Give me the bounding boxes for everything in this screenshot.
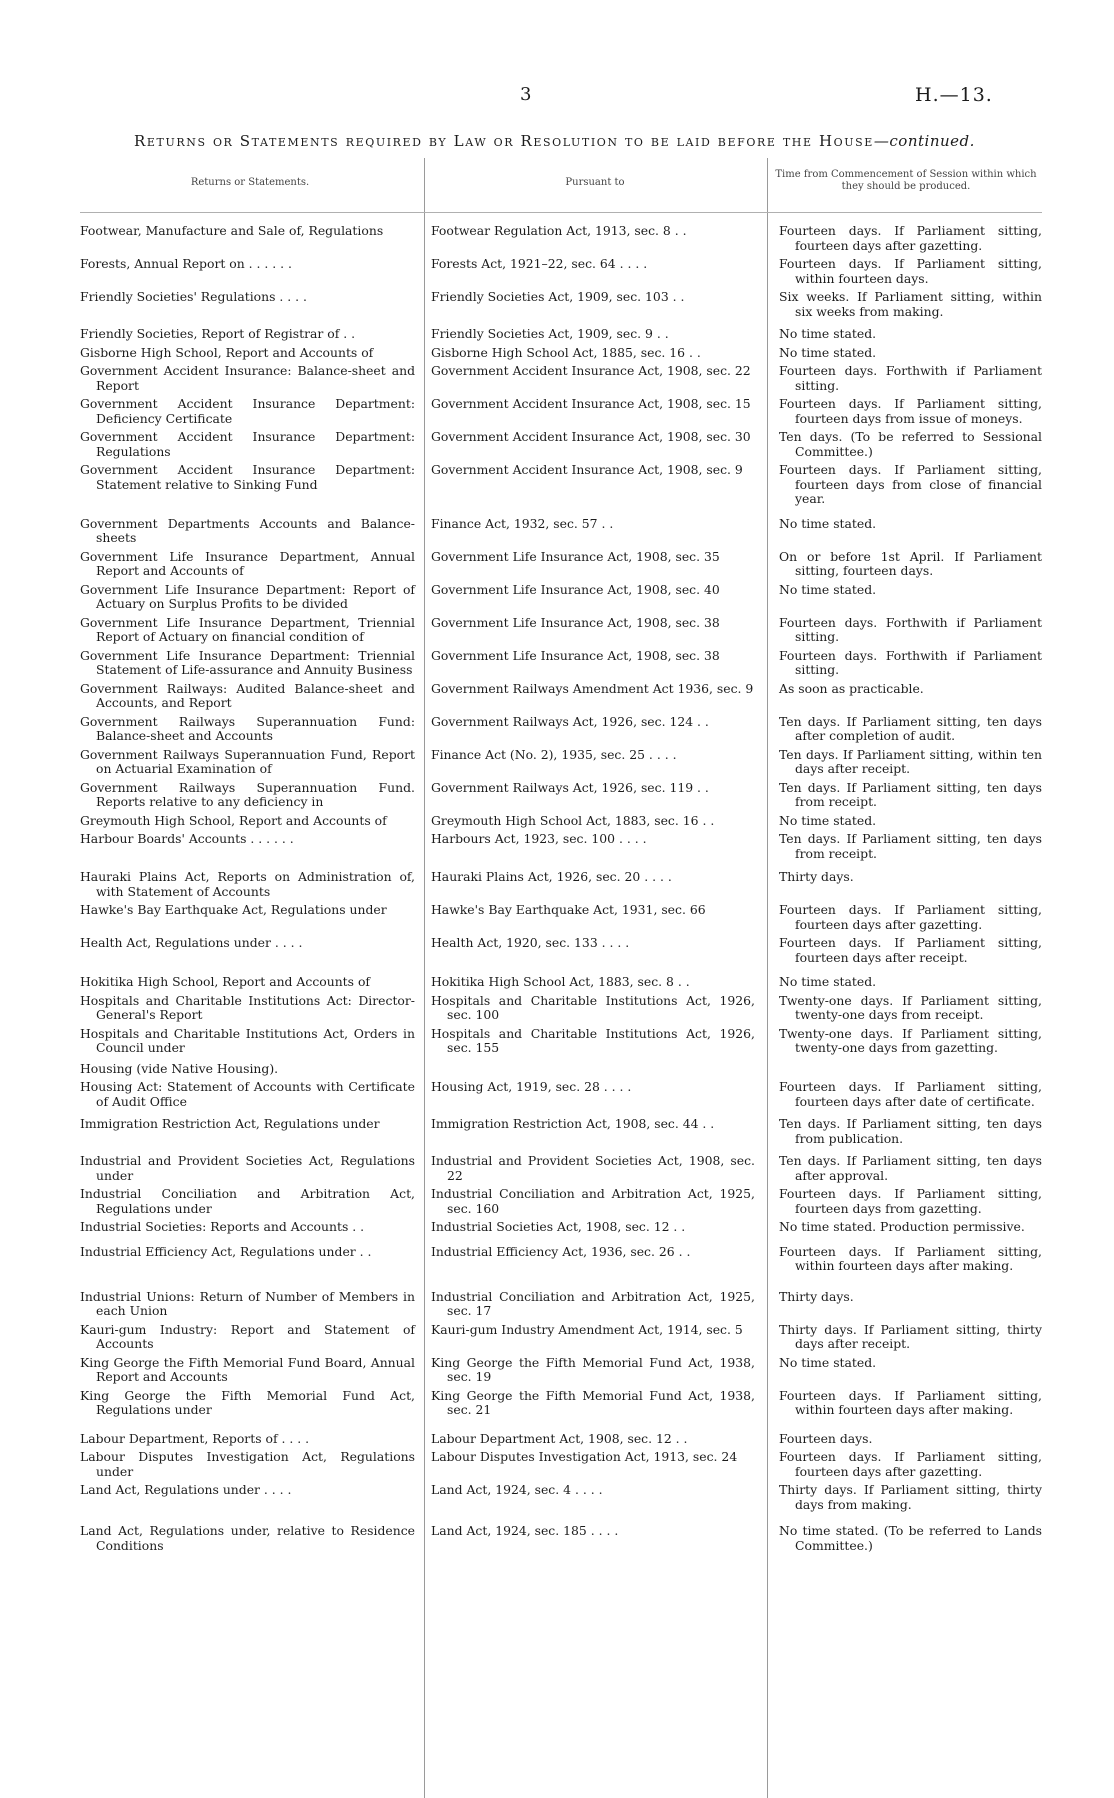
return-cell: King George the Fifth Memorial Fund Act, Regulations under: [80, 1387, 415, 1417]
statute-cell: Friendly Societies Act, 1909, sec. 9 . .: [431, 326, 669, 341]
time-cell: No time stated.: [779, 344, 877, 360]
table-row: [80, 327, 1042, 342]
return-cell: Government Railways: Audited Balance-sheet and Accounts, and Report: [80, 680, 415, 710]
table-row: [80, 1080, 1042, 1109]
table-row: [80, 936, 1042, 965]
statute-cell: Labour Disputes Investigation Act, 1913, sec. 24: [431, 1449, 738, 1464]
statute-cell: Forests Act, 1921–22, sec. 64 . . . .: [431, 256, 648, 271]
statute-cell: Government Life Insurance Act, 1908, sec. 40: [431, 581, 720, 597]
statute-cell: Hospitals and Charitable Institutions Act, 1926, sec. 155: [431, 1025, 755, 1055]
table-row: [80, 994, 1042, 1023]
table-row: [80, 682, 1042, 711]
statute-cell: King George the Fifth Memorial Fund Act, 1938, sec. 19: [431, 1354, 755, 1384]
table-row: [80, 364, 1042, 393]
paper-code: H.—13.: [915, 84, 993, 106]
table-row: [80, 1432, 1042, 1447]
statute-cell: Government Life Insurance Act, 1908, sec. 35: [431, 548, 720, 564]
time-cell: Fourteen days. Forthwith if Parliament sitting.: [779, 363, 1042, 393]
running-title: Returns or Statements required by Law or Resolution to be laid before the House: [134, 132, 874, 150]
statute-cell: Greymouth High School Act, 1883, sec. 16 . .: [431, 812, 715, 828]
return-cell: Government Life Insurance Department: Report of Actuary on Surplus Profits to be divided: [80, 581, 415, 611]
table-row: [80, 1389, 1042, 1418]
return-cell: Government Accident Insurance Department: Deficiency Certificate: [80, 396, 415, 426]
time-cell: No time stated. (To be referred to Lands Committee.): [779, 1523, 1042, 1553]
statute-cell: Finance Act (No. 2), 1935, sec. 25 . . . .: [431, 746, 677, 762]
return-cell: Industrial Societies: Reports and Accounts . .: [80, 1219, 365, 1234]
statute-cell: Hauraki Plains Act, 1926, sec. 20 . . . .: [431, 869, 672, 884]
column-header-pursuant: Pursuant to: [565, 177, 625, 188]
return-cell: Government Railways Superannuation Fund, Report on Actuarial Examination of: [80, 746, 415, 776]
table-row: [80, 715, 1042, 744]
return-cell: Industrial and Provident Societies Act, Regulations under: [80, 1153, 415, 1183]
return-cell: Government Accident Insurance Department: Statement relative to Sinking Fund: [80, 462, 415, 492]
return-cell: Friendly Societies' Regulations . . . .: [80, 289, 307, 304]
return-cell: Hauraki Plains Act, Reports on Administration of, with Statement of Accounts: [80, 869, 415, 899]
time-cell: No time stated.: [779, 581, 877, 597]
statute-cell: Government Life Insurance Act, 1908, sec. 38: [431, 614, 720, 630]
table-row: [80, 290, 1042, 319]
table-row: [80, 975, 1042, 990]
statute-cell: Government Railways Act, 1926, sec. 119 . .: [431, 779, 709, 795]
time-cell: Ten days. If Parliament sitting, ten days from receipt.: [779, 779, 1042, 809]
time-cell: Fourteen days. Forthwith if Parliament sitting.: [779, 647, 1042, 677]
table-row: [80, 781, 1042, 810]
column-header-time: Time from Commencement of Session within which they should be produced.: [775, 169, 1037, 192]
return-cell: Gisborne High School, Report and Accounts of: [80, 344, 374, 360]
return-cell: Land Act, Regulations under . . . .: [80, 1482, 292, 1497]
return-cell: King George the Fifth Memorial Fund Board, Annual Report and Accounts: [80, 1354, 415, 1384]
statute-cell: Government Railways Amendment Act 1936, sec. 9: [431, 680, 754, 696]
table-row: [80, 616, 1042, 645]
returns-table: [80, 224, 1042, 1553]
statute-cell: [423, 1062, 765, 1077]
time-cell: No time stated.: [779, 326, 877, 341]
statute-cell: Industrial Conciliation and Arbitration Act, 1925, sec. 17: [431, 1288, 755, 1318]
table-row: [80, 1290, 1042, 1319]
return-cell: Immigration Restriction Act, Regulations under: [80, 1116, 380, 1131]
statute-cell: Health Act, 1920, sec. 133 . . . .: [431, 935, 630, 950]
table-row: [80, 1483, 1042, 1512]
return-cell: Government Life Insurance Department, Annual Report and Accounts of: [80, 548, 415, 578]
statute-cell: Land Act, 1924, sec. 185 . . . .: [431, 1523, 619, 1538]
statute-cell: Housing Act, 1919, sec. 28 . . . .: [431, 1079, 632, 1094]
time-cell: Six weeks. If Parliament sitting, within six weeks from making.: [779, 289, 1042, 319]
time-cell: Fourteen days. If Parliament sitting, fourteen days from close of financial year.: [779, 462, 1042, 506]
header-rule: [80, 212, 1042, 213]
time-cell: Ten days. If Parliament sitting, ten days from publication.: [779, 1116, 1042, 1146]
time-cell: Fourteen days. If Parliament sitting, fourteen days after gazetting.: [779, 902, 1042, 932]
return-cell: Greymouth High School, Report and Accounts of: [80, 812, 387, 828]
table-row: [80, 1187, 1042, 1216]
time-cell: Fourteen days. Forthwith if Parliament sitting.: [779, 614, 1042, 644]
return-cell: Forests, Annual Report on . . . . . .: [80, 256, 292, 271]
return-cell: Hospitals and Charitable Institutions Act, Orders in Council under: [80, 1025, 415, 1055]
time-cell: Ten days. If Parliament sitting, ten days after approval.: [779, 1153, 1042, 1183]
statute-cell: Kauri-gum Industry Amendment Act, 1914, sec. 5: [431, 1321, 743, 1337]
time-cell: Fourteen days. If Parliament sitting, fourteen days after receipt.: [779, 935, 1042, 965]
return-cell: Housing Act: Statement of Accounts with Certificate of Audit Office: [80, 1079, 415, 1109]
table-row: [80, 550, 1042, 579]
table-row: [80, 224, 1042, 253]
table-row: [80, 257, 1042, 286]
time-cell: Ten days. If Parliament sitting, ten days from receipt.: [779, 831, 1042, 861]
time-cell: Fourteen days. If Parliament sitting, fourteen days from issue of moneys.: [779, 396, 1042, 426]
statute-cell: Hawke's Bay Earthquake Act, 1931, sec. 66: [431, 902, 706, 917]
statute-cell: Footwear Regulation Act, 1913, sec. 8 . .: [431, 223, 687, 238]
time-cell: Fourteen days. If Parliament sitting, fourteen days after gazetting.: [779, 1449, 1042, 1479]
statute-cell: Finance Act, 1932, sec. 57 . .: [431, 515, 614, 531]
time-cell: Fourteen days.: [779, 1430, 873, 1446]
return-cell: Labour Disputes Investigation Act, Regulations under: [80, 1449, 415, 1479]
return-cell: Government Departments Accounts and Balance-sheets: [80, 515, 415, 545]
time-cell: Fourteen days. If Parliament sitting, within fourteen days after making.: [779, 1243, 1042, 1273]
return-cell: Government Life Insurance Department, Triennial Report of Actuary on financial condition of: [80, 614, 415, 644]
time-cell: No time stated.: [779, 974, 877, 989]
time-cell: Fourteen days. If Parliament sitting, fourteen days from gazetting.: [779, 1186, 1042, 1216]
table-row: [80, 1220, 1042, 1235]
time-cell: Thirty days. If Parliament sitting, thirty days from making.: [779, 1482, 1042, 1512]
return-cell: Kauri-gum Industry: Report and Statement of Accounts: [80, 1321, 415, 1351]
table-row: [80, 1062, 1042, 1077]
return-cell: Friendly Societies, Report of Registrar of . .: [80, 326, 356, 341]
return-cell: Industrial Unions: Return of Number of Members in each Union: [80, 1288, 415, 1318]
table-row: [80, 1524, 1042, 1553]
statute-cell: Industrial Conciliation and Arbitration Act, 1925, sec. 160: [431, 1186, 755, 1216]
statute-cell: Government Railways Act, 1926, sec. 124 . .: [431, 713, 709, 729]
time-cell: On or before 1st April. If Parliament sitting, fourteen days.: [779, 548, 1042, 578]
table-row: [80, 397, 1042, 426]
continued-label: —continued.: [873, 132, 975, 150]
time-cell: Ten days. (To be referred to Sessional Committee.): [779, 429, 1042, 459]
table-row: [80, 649, 1042, 678]
time-cell: Ten days. If Parliament sitting, ten days after completion of audit.: [779, 713, 1042, 743]
table-row: [80, 832, 1042, 861]
time-cell: Ten days. If Parliament sitting, within ten days after receipt.: [779, 746, 1042, 776]
statute-cell: Land Act, 1924, sec. 4 . . . .: [431, 1482, 603, 1497]
statute-cell: Government Accident Insurance Act, 1908, sec. 9: [431, 462, 743, 477]
return-cell: Government Accident Insurance Department: Regulations: [80, 429, 415, 459]
table-row: [80, 1154, 1042, 1183]
table-row: [80, 814, 1042, 829]
statute-cell: Immigration Restriction Act, 1908, sec. 44 . .: [431, 1116, 715, 1131]
return-cell: Government Railways Superannuation Fund: Balance-sheet and Accounts: [80, 713, 415, 743]
statute-cell: Government Accident Insurance Act, 1908, sec. 30: [431, 429, 751, 444]
time-cell: No time stated. Production permissive.: [779, 1219, 1025, 1234]
return-cell: Land Act, Regulations under, relative to Residence Conditions: [80, 1523, 415, 1553]
table-row: [80, 346, 1042, 361]
return-cell: Government Life Insurance Department: Triennial Statement of Life-assurance and Annuity Business: [80, 647, 415, 677]
table-row: [80, 748, 1042, 777]
statute-cell: Hokitika High School Act, 1883, sec. 8 . .: [431, 974, 690, 989]
time-cell: Fourteen days. If Parliament sitting, within fourteen days.: [779, 256, 1042, 286]
table-row: [80, 1323, 1042, 1352]
statute-cell: Industrial Societies Act, 1908, sec. 12 . .: [431, 1219, 686, 1234]
statute-cell: Harbours Act, 1923, sec. 100 . . . .: [431, 831, 647, 846]
return-cell: Hospitals and Charitable Institutions Act: Director-General's Report: [80, 992, 415, 1022]
return-cell: Industrial Conciliation and Arbitration Act, Regulations under: [80, 1186, 415, 1216]
table-row: [80, 1027, 1042, 1056]
return-cell: Health Act, Regulations under . . . .: [80, 935, 303, 950]
return-cell: Harbour Boards' Accounts . . . . . .: [80, 831, 294, 846]
return-cell: Housing (vide Native Housing).: [80, 1060, 279, 1076]
statute-cell: King George the Fifth Memorial Fund Act, 1938, sec. 21: [431, 1387, 755, 1417]
return-cell: Government Railways Superannuation Fund. Reports relative to any deficiency in: [80, 779, 415, 809]
time-cell: Fourteen days. If Parliament sitting, fourteen days after date of certificate.: [779, 1079, 1042, 1109]
return-cell: Industrial Efficiency Act, Regulations under . .: [80, 1243, 372, 1259]
statute-cell: Industrial and Provident Societies Act, 1908, sec. 22: [431, 1153, 755, 1183]
time-cell: As soon as practicable.: [779, 680, 924, 696]
time-cell: Thirty days.: [779, 1288, 854, 1304]
table-row: [80, 903, 1042, 932]
return-cell: Government Accident Insurance: Balance-sheet and Report: [80, 363, 415, 393]
time-cell: Fourteen days. If Parliament sitting, within fourteen days after making.: [779, 1387, 1042, 1417]
statute-cell: Hospitals and Charitable Institutions Act, 1926, sec. 100: [431, 992, 755, 1022]
statute-cell: Gisborne High School Act, 1885, sec. 16 . .: [431, 344, 701, 360]
running-head: [134, 132, 1034, 150]
column-headers: [80, 165, 1042, 203]
statute-cell: Industrial Efficiency Act, 1936, sec. 26 . .: [431, 1243, 691, 1259]
time-cell: Thirty days.: [779, 869, 854, 884]
statute-cell: Labour Department Act, 1908, sec. 12 . .: [431, 1430, 688, 1446]
table-row: [80, 1117, 1042, 1146]
return-cell: Labour Department, Reports of . . . .: [80, 1430, 310, 1446]
time-cell: [765, 1062, 1042, 1077]
time-cell: No time stated.: [779, 515, 877, 531]
statute-cell: Government Accident Insurance Act, 1908, sec. 15: [431, 396, 751, 411]
table-row: [80, 870, 1042, 899]
statute-cell: Friendly Societies Act, 1909, sec. 103 . .: [431, 289, 685, 304]
table-row: [80, 1450, 1042, 1479]
table-row: [80, 463, 1042, 507]
page-number: 3: [520, 84, 532, 105]
time-cell: No time stated.: [779, 1354, 877, 1370]
time-cell: Twenty-one days. If Parliament sitting, twenty-one days from receipt.: [779, 992, 1042, 1022]
return-cell: Hawke's Bay Earthquake Act, Regulations under: [80, 902, 387, 917]
table-row: [80, 1245, 1042, 1274]
return-cell: Footwear, Manufacture and Sale of, Regulations: [80, 223, 384, 238]
table-row: [80, 430, 1042, 459]
time-cell: No time stated.: [779, 812, 877, 828]
table-row: [80, 517, 1042, 546]
statute-cell: Government Life Insurance Act, 1908, sec. 38: [431, 647, 720, 663]
column-header-returns: Returns or Statements.: [190, 177, 310, 188]
time-cell: Fourteen days. If Parliament sitting, fourteen days after gazetting.: [779, 223, 1042, 253]
return-cell: Hokitika High School, Report and Accounts of: [80, 974, 371, 989]
time-cell: Twenty-one days. If Parliament sitting, twenty-one days from gazetting.: [779, 1025, 1042, 1055]
statute-cell: Government Accident Insurance Act, 1908, sec. 22: [431, 363, 751, 378]
table-row: [80, 583, 1042, 612]
time-cell: Thirty days. If Parliament sitting, thirty days after receipt.: [779, 1321, 1042, 1351]
table-row: [80, 1356, 1042, 1385]
